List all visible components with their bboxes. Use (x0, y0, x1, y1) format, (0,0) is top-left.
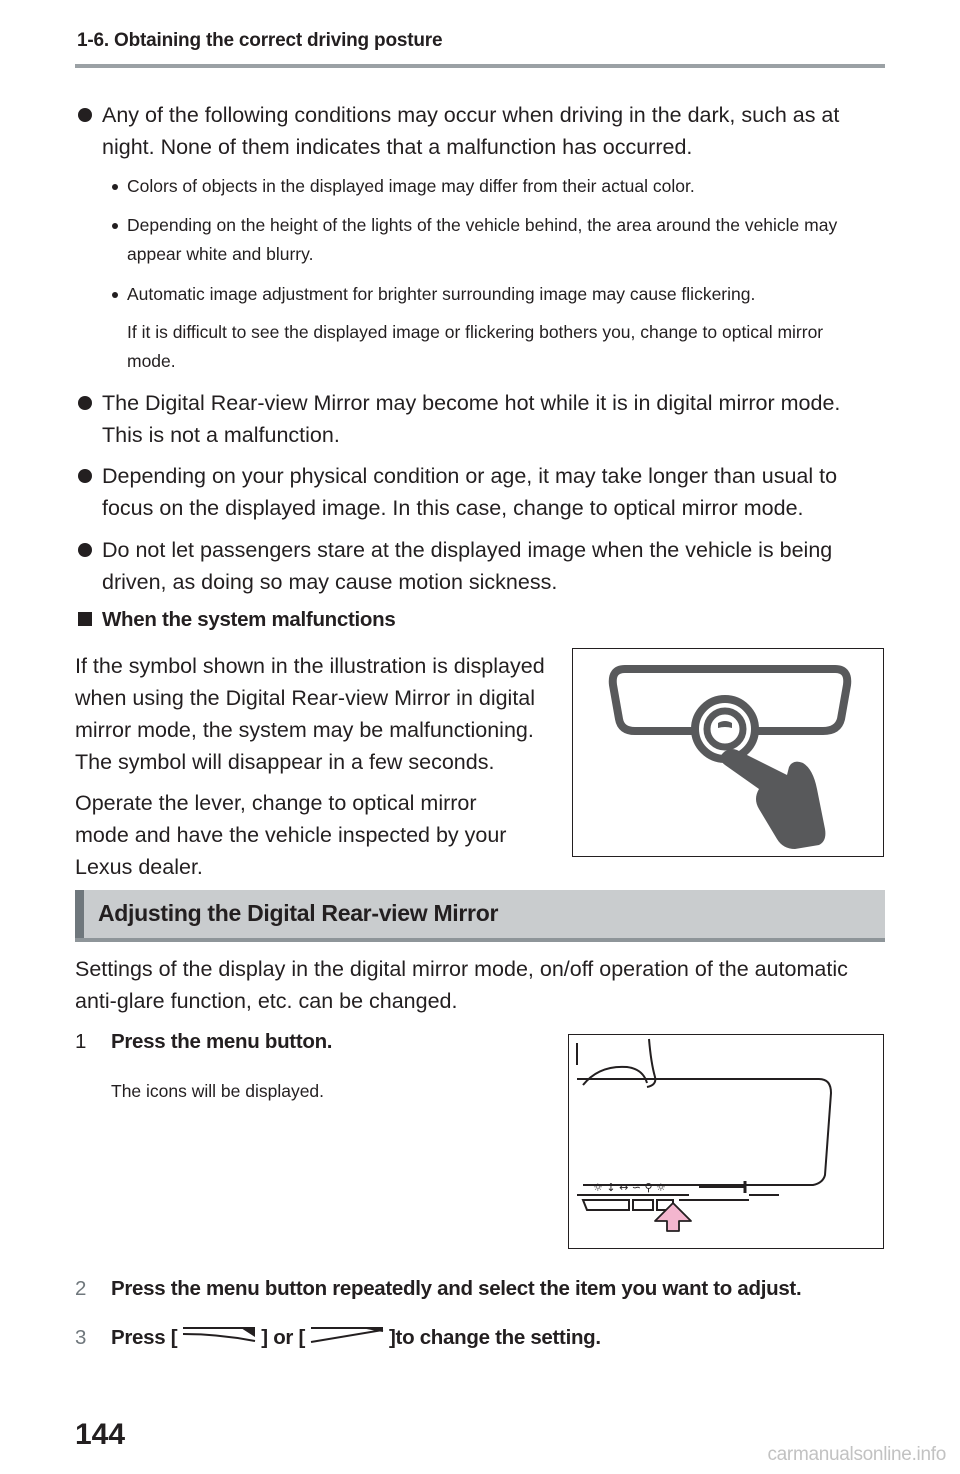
section-title: Adjusting the Digital Rear-view Mirror (98, 900, 499, 926)
pointing-hand-icon (720, 749, 825, 849)
mirror-malfunction-illustration (573, 649, 882, 855)
bullet-dot (78, 396, 92, 410)
menu-button-illustration (569, 1035, 882, 1247)
mirror-body-outline (577, 1079, 831, 1185)
bullet-text: Do not let passengers stare at the displayed image when the vehicle is being driven, as doing so may cause motion sickness. (102, 538, 833, 594)
watermark: carmanualsonline.info (767, 1444, 946, 1465)
bullet-item (78, 534, 878, 598)
press-arrow-icon (655, 1203, 691, 1231)
mount-base (583, 1067, 647, 1085)
bullet-text: Any of the following conditions may occur when driving in the dark, such as at night. None of them indicates that a malfunction has occurred. (102, 103, 840, 159)
step-number: 3 (75, 1326, 87, 1349)
page-number: 144 (75, 1418, 126, 1451)
malfunction-paragraph: Operate the lever, change to optical mirror mode and have the vehicle inspected by your Lexus dealer. (75, 791, 507, 879)
subsection-heading (78, 608, 395, 632)
malfunction-symbol-icon (695, 699, 755, 759)
bullet-item (78, 387, 878, 451)
bullet-text: The Digital Rear-view Mirror may become hot while it is in digital mirror mode. This is not a malfunction. (102, 391, 841, 447)
step-text-middle: ] or [ (261, 1326, 306, 1349)
mirror-menu-icons: ☼ ↕ ↔ ∽ ⚲ ☼ (593, 1181, 666, 1194)
increase-button-icon (307, 1324, 387, 1346)
sub-bullet-item (112, 172, 872, 201)
sub-bullet-text: Depending on the height of the lights of the vehicle behind, the area around the vehicle may appear white and blurry. (127, 215, 838, 264)
step-text-suffix: ]to change the setting. (389, 1326, 601, 1349)
bullet-dot (78, 108, 92, 122)
sub-bullet-text: Colors of objects in the displayed image may differ from their actual color. (127, 176, 695, 196)
square-bullet-icon (78, 612, 92, 626)
running-header: 1-6. Obtaining the correct driving posture (77, 30, 443, 51)
step-number: 1 (75, 1030, 87, 1053)
step-text: Press the menu button. (111, 1030, 333, 1053)
step-2 (75, 1274, 801, 1304)
sub-note: If it is difficult to see the displayed image or flickering bothers you, change to optical mirror mode. (127, 322, 824, 371)
bullet-text: Depending on your physical condition or age, it may take longer than usual to focus on the displayed image. In this case, change to optical mirror mode. (102, 464, 838, 520)
step-3 (75, 1323, 601, 1353)
step-note: The icons will be displayed. (111, 1081, 325, 1101)
step-number: 2 (75, 1277, 87, 1300)
sub-bullet-dot (112, 292, 118, 298)
header-rule (75, 64, 885, 68)
sub-bullet-dot (112, 223, 118, 229)
decrease-button-icon (179, 1324, 259, 1346)
sub-bullet-text: Automatic image adjustment for brighter surrounding image may cause flickering. (127, 284, 756, 304)
sub-bullet-item (112, 211, 872, 269)
sub-bullet-dot (112, 184, 118, 190)
mirror-malfunction-figure (572, 648, 884, 857)
section-intro: Settings of the display in the digital mirror mode, on/off operation of the automatic anti-glare function, etc. can be changed. (75, 957, 848, 1013)
lower-housing-mid (633, 1200, 653, 1210)
section-banner (75, 890, 885, 942)
bullet-item (78, 460, 878, 524)
malfunction-paragraph: If the symbol shown in the illustration is displayed when using the Digital Rear-view Mirror in digital mirror mode, the system may be malfunctioning. The symbol will disappear in a few seconds. (75, 654, 545, 774)
step-text: Press the menu button repeatedly and select the item you want to adjust. (111, 1277, 802, 1300)
subsection-heading-text: When the system malfunctions (102, 608, 396, 631)
lower-housing-left (583, 1200, 629, 1210)
bullet-dot (78, 543, 92, 557)
bullet-item (78, 99, 878, 163)
bullet-dot (78, 469, 92, 483)
step-1 (75, 1027, 332, 1057)
menu-button-figure (568, 1034, 884, 1249)
section-banner-accent (75, 890, 84, 938)
sub-bullet-item (112, 280, 872, 309)
step-text-prefix: Press [ (111, 1326, 178, 1349)
